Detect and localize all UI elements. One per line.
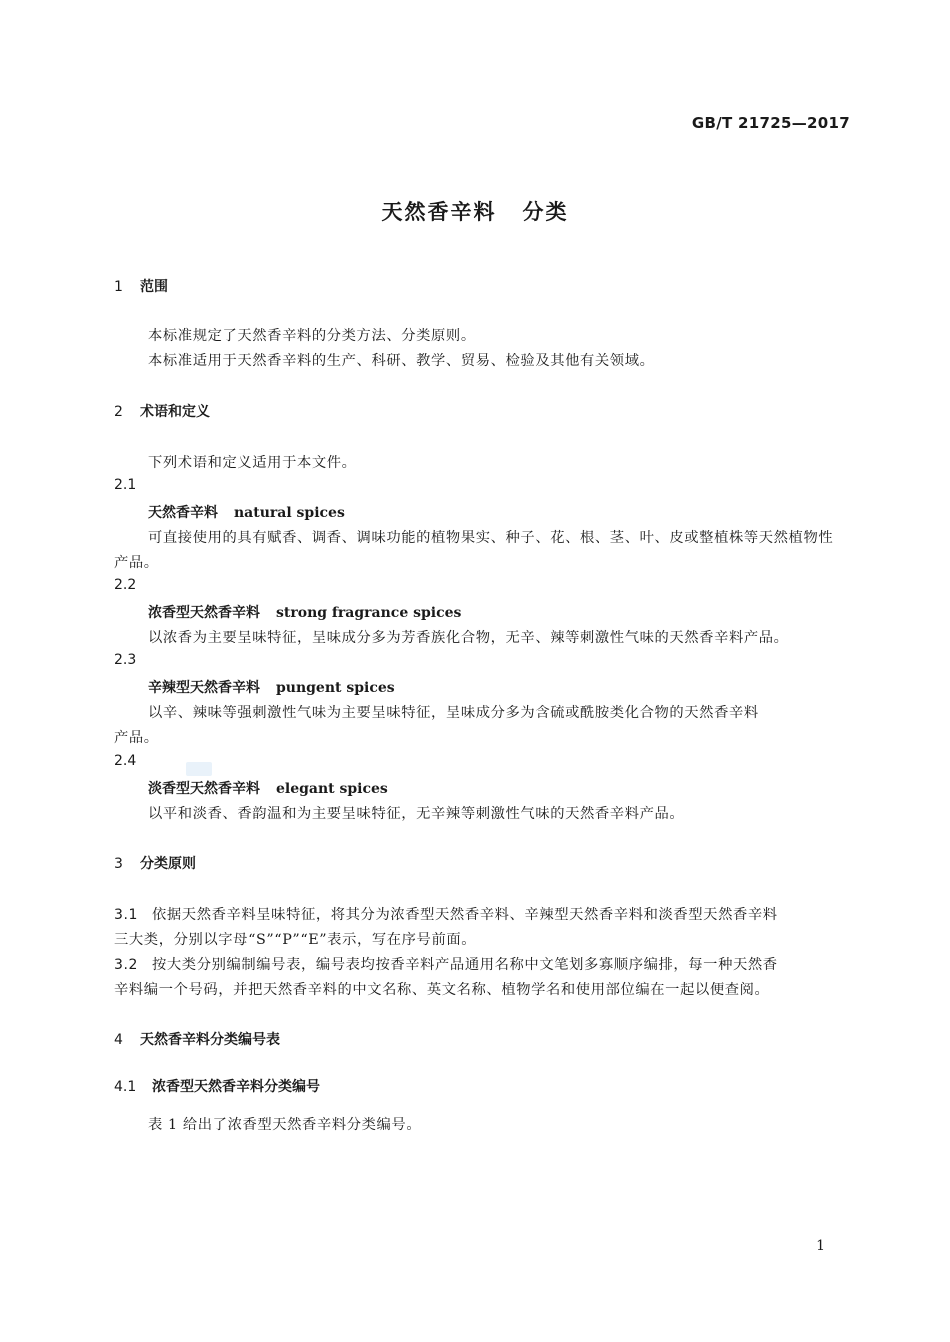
- term-entry: 淡香型天然香辛料 elegant spices: [148, 781, 388, 797]
- section-heading-1: 1 范围: [114, 279, 168, 295]
- clause-3-1-cont: 三大类，分别以字母“S”“P”“E”表示，写在序号前面。: [114, 932, 477, 948]
- section-heading-3: 3 分类原则: [114, 856, 196, 872]
- page-title: [0, 196, 950, 226]
- definition: 可直接使用的具有赋香、调香、调味功能的植物果实、种子、花、根、茎、叶、皮或整植株等天然植物性: [148, 530, 834, 546]
- definition: 以辛、辣味等强刺激性气味为主要呈味特征，呈味成分多为含硫或酰胺类化合物的天然香辛料: [148, 705, 759, 721]
- paragraph: 本标准适用于天然香辛料的生产、科研、教学、贸易、检验及其他有关领域。: [148, 353, 655, 369]
- title-part2: 分类: [522, 200, 569, 224]
- title-part1: 天然香辛料: [381, 200, 497, 224]
- clause-number: 2.2: [114, 577, 137, 593]
- subsection-heading-4-1: 4.1 浓香型天然香辛料分类编号: [114, 1079, 320, 1095]
- clause-number: 2.4: [114, 753, 137, 769]
- section-heading-2: 2 术语和定义: [114, 404, 210, 420]
- term-entry: 天然香辛料 natural spices: [148, 505, 345, 521]
- paragraph: 表 1 给出了浓香型天然香辛料分类编号。: [148, 1117, 422, 1133]
- term-entry: 辛辣型天然香辛料 pungent spices: [148, 680, 395, 696]
- clause-3-2-cont: 辛料编一个号码，并把天然香辛料的中文名称、英文名称、植物学名和使用部位编在一起以便查阅。: [114, 982, 770, 998]
- term-entry: 浓香型天然香辛料 strong fragrance spices: [148, 605, 462, 621]
- paragraph: 本标准规定了天然香辛料的分类方法、分类原则。: [148, 328, 476, 344]
- clause-number: 2.3: [114, 652, 137, 668]
- definition: 以平和淡香、香韵温和为主要呈味特征，无辛辣等刺激性气味的天然香辛料产品。: [148, 806, 685, 822]
- definition: 以浓香为主要呈味特征，呈味成分多为芳香族化合物，无辛、辣等刺激性气味的天然香辛料产品。: [148, 630, 789, 646]
- definition-cont: 产品。: [114, 730, 159, 746]
- watermark-mark: [186, 762, 212, 776]
- clause-number: 2.1: [114, 477, 137, 493]
- definition-cont: 产品。: [114, 555, 159, 571]
- page-number: 1: [816, 1238, 825, 1254]
- section-heading-4: 4 天然香辛料分类编号表: [114, 1032, 280, 1048]
- standard-number: GB/T 21725—2017: [691, 114, 850, 132]
- clause-3-1: 3.1 依据天然香辛料呈味特征，将其分为浓香型天然香辛料、辛辣型天然香辛料和淡香型天然香辛料: [114, 907, 778, 923]
- paragraph: 下列术语和定义适用于本文件。: [148, 455, 357, 471]
- clause-3-2: 3.2 按大类分别编制编号表，编号表均按香辛料产品通用名称中文笔划多寡顺序编排，每一种天然香: [114, 957, 778, 973]
